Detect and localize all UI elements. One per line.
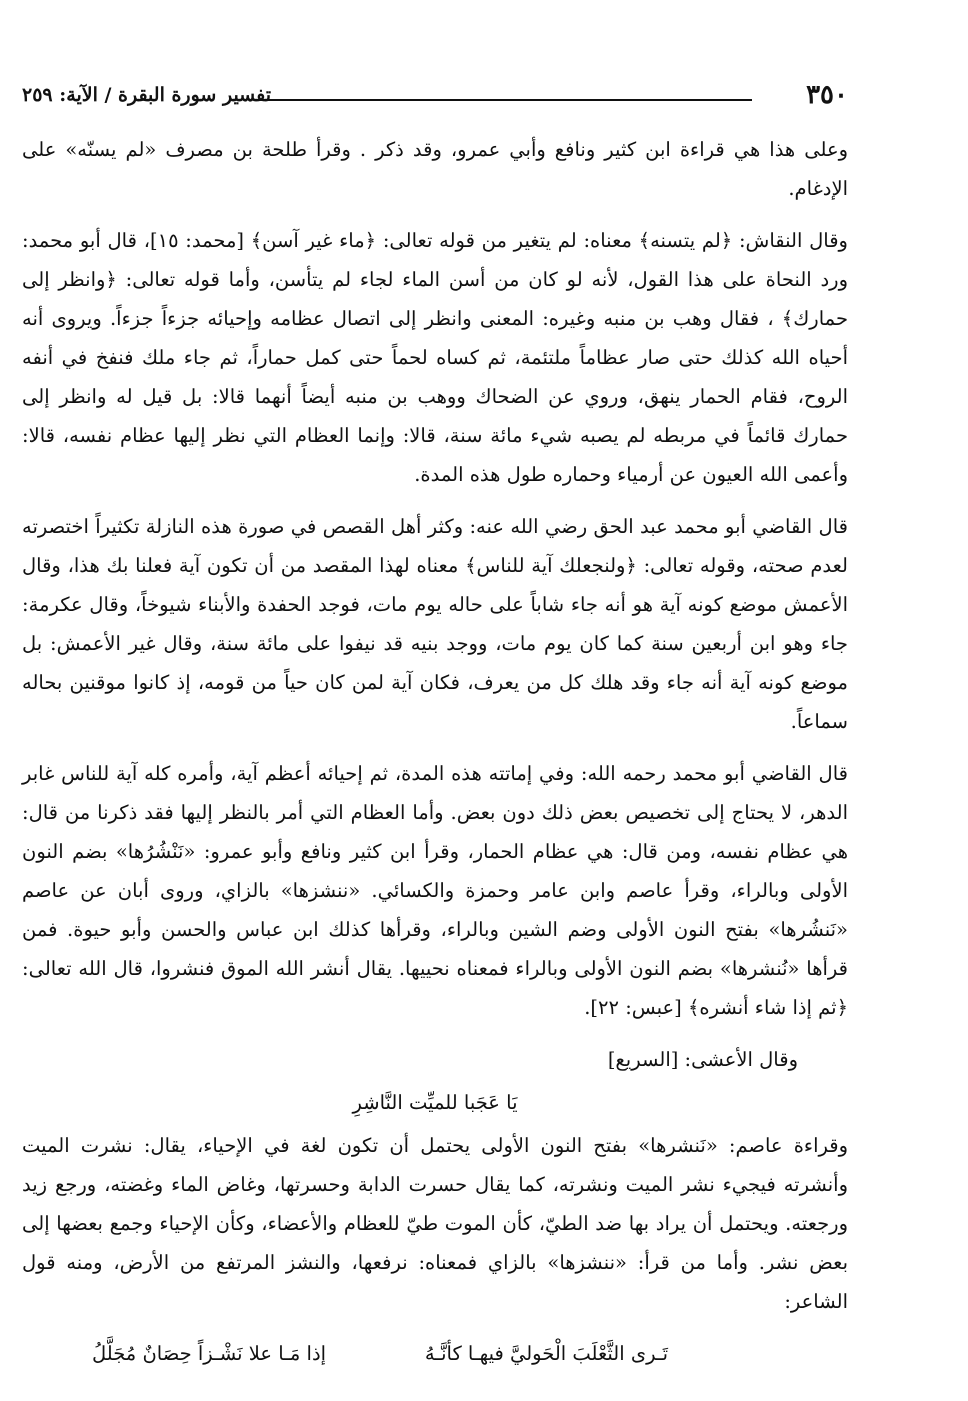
paragraph: قال القاضي أبو محمد عبد الحق رضي الله عنه: وكثر أهل القصص في صورة هذه النازلة تكثيراً اختصرته لعدم صحته، وقوله تعالى: ﴿ولنجعلك آية للناس﴾ معناه لهذا المقصد من أن تكون آية فعلنا بك هذا، وقال الأعمش موضع كونه آية هو أنه جاء شاباً على حاله يوم مات، فوجد الحفدة والأبناء شيوخاً، وقال عكرمة: جاء وهو ابن أربعين سنة كما كان يوم مات، ووجد بنيه قد نيفوا على مائة سنة، وقال غير الأعمش: بل موضع كونه آية أنه جاء وقد هلك كل من يعرف، فكان آية لمن كان حياً من قومه، إذ كانوا موقنين بحاله سماعاً. — [22, 515, 848, 733]
header-rule — [260, 99, 752, 101]
poem-second-hemistich: إذا مَـا علا نَشْـزاً حِصَانٌ مُجَلَّلُ — [92, 1342, 327, 1365]
poem-first-hemistich: تَـرى الثَّعْلَبَ الْحَوليَّ فيهـا كأنَّـهُ — [424, 1342, 668, 1365]
paragraph: قال القاضي أبو محمد رحمه الله: وفي إماتته هذه المدة، ثم إحيائه أعظم آية، وأمره كله آية للناس غابر الدهر، لا يحتاج إلى تخصيص بعض ذلك دون بعض. وأما العظام التي أمر بالنظر إليها فقد ذكرنا من قال: هي عظام نفسه، ومن قال: هي عظام الحمار، وقرأ ابن كثير ونافع وأبو عمرو: «نَنْشُرُها» بضم النون الأولى وبالراء، وقرأ عاصم وابن عامر وحمزة والكسائي. «ننشزها» بالزاي، وروى أبان عن عاصم «نَنشُرها» بفتح النون الأولى وضم الشين وبالراء، وقرأها كذلك ابن عباس والحسن وأبو حيوة. فمن قرأها «نُنشرها» بضم النون الأولى وبالراء فمعناه نحييها. يقال أنشر الله الموق فنشروا، قال الله تعالى: ﴿ثم إذا شاء أنشره﴾ [عبس: ٢٢]. — [22, 762, 848, 1019]
paragraph: وقال الأعشى: [السريع] — [607, 1048, 798, 1071]
verse-line: يَا عَجَبا للميِّت النَّاشِرِ — [352, 1091, 518, 1114]
paragraph: وعلى هذا هي قراءة ابن كثير ونافع وأبي عمرو، وقد ذكر . وقرأ طلحة بن مصرف «لم يسنّه» على الإدغام. — [22, 138, 848, 200]
paragraph: وقراءة عاصم: «نَنشرها» بفتح النون الأولى يحتمل أن تكون لغة في الإحياء، يقال: نشرت الميت وأنشرته فيجيء نشر الميت ونشرته، كما يقال حسرت الدابة وحسرتها، وغاض الماء وغضته، ورجع زيد ورجعته. ويحتمل أن يراد بها ضد الطيّ، كأن الموت طيّ للعظام والأعضاء، وكأن الإحياء وجمع بعضها إلى بعض نشر. وأما من قرأ: «ننشزها» بالزاي فمعناه: نرفعها، والنشز المرتفع من الأرض، ومنه قول الشاعر: — [22, 1134, 848, 1313]
running-title: تفسير سورة البقرة / الآية: ٢٥٩ — [22, 84, 272, 106]
page-header — [22, 80, 848, 118]
paragraph: وقال النقاش: ﴿لم يتسنه﴾ معناه: لم يتغير من قوله تعالى: ﴿ماء غير آسن﴾ [محمد: ١٥]، قال أبو محمد: ورد النحاة على هذا القول، لأنه لو كان من أسن الماء لجاء لم يتأسن، وأما قوله تعالى: ﴿وانظر إلى حمارك﴾ ، فقال وهب بن منبه وغيره: المعنى وانظر إلى اتصال عظامه وإحيائه جزءاً جزءاً. ويروى أنه أحياه الله كذلك حتى صار عظاماً ملتئمة، ثم كساه لحماً حتى كمل حماراً، ثم جاء ملك فنفخ في أنفه الروح، فقام الحمار ينهق، وروي عن الضحاك ووهب بن منبه أيضاً أنهما قالا: بل قيل له وانظر إلى حمارك قائماً في مربطه لم يصبه شيء مائة سنة، قالا: وإنما العظام التي نظر إليها عظام نفسه، قالا: وأعمى الله العيون عن أرمياء وحماره طول هذه المدة. — [22, 229, 848, 486]
poem-line — [22, 1334, 848, 1373]
page-number: ٣٥٠ — [806, 80, 848, 110]
body-text — [22, 130, 848, 1377]
